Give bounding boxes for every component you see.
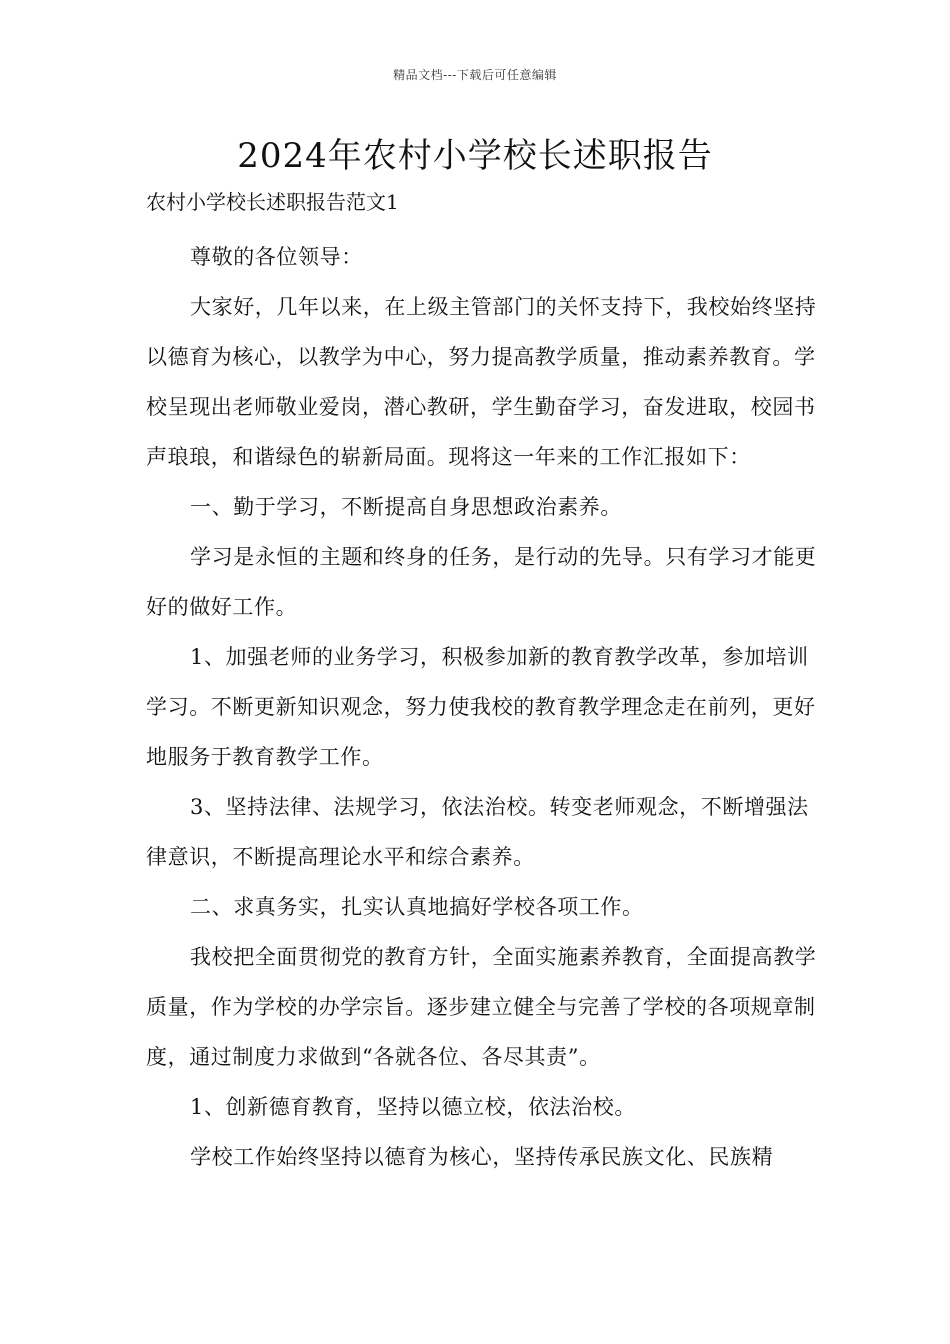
section-heading-2: 二、求真务实，扎实认真地搞好学校各项工作。 (190, 895, 644, 919)
paragraph: 学习是永恒的主题和终身的任务，是行动的先导。只有学习才能更好的做好工作。 (146, 545, 817, 619)
document-title: 2024年农村小学校长述职报告 (237, 136, 713, 176)
document-body (146, 232, 818, 1182)
list-item: 3、坚持法律、法规学习，依法治校。转变老师观念，不断增强法律意识，不断提高理论水平和综合素养。 (146, 795, 809, 869)
paragraph-salutation: 尊敬的各位领导： (190, 245, 363, 269)
section-heading-1: 一、勤于学习，不断提高自身思想政治素养。 (190, 495, 622, 519)
list-item: 1、加强老师的业务学习，积极参加新的教育教学改革，参加培训学习。不断更新知识观念，努力使我校的教育教学理念走在前列，更好地服务于教育教学工作。 (146, 645, 816, 769)
list-item: 1、创新德育教育，坚持以德立校，依法治校。 (190, 1095, 636, 1119)
paragraph: 学校工作始终坚持以德育为核心，坚持传承民族文化、民族精 (190, 1145, 774, 1169)
paragraph-intro: 大家好，几年以来，在上级主管部门的关怀支持下，我校始终坚持以德育为核心，以教学为中心，努力提高教学质量，推动素养教育。学校呈现出老师敬业爱岗，潜心教研，学生勤奋学习，奋发进取，校园书声琅琅，和谐绿色的崭新局面。现将这一年来的工作汇报如下： (146, 295, 817, 469)
document-subtitle: 农村小学校长述职报告范文1 (146, 190, 399, 214)
paragraph: 我校把全面贯彻党的教育方针，全面实施素养教育，全面提高教学质量，作为学校的办学宗旨。逐步建立健全与完善了学校的各项规章制度，通过制度力求做到“各就各位、各尽其责”。 (146, 945, 817, 1069)
header-note: 精品文档---下载后可任意编辑 (393, 68, 557, 82)
